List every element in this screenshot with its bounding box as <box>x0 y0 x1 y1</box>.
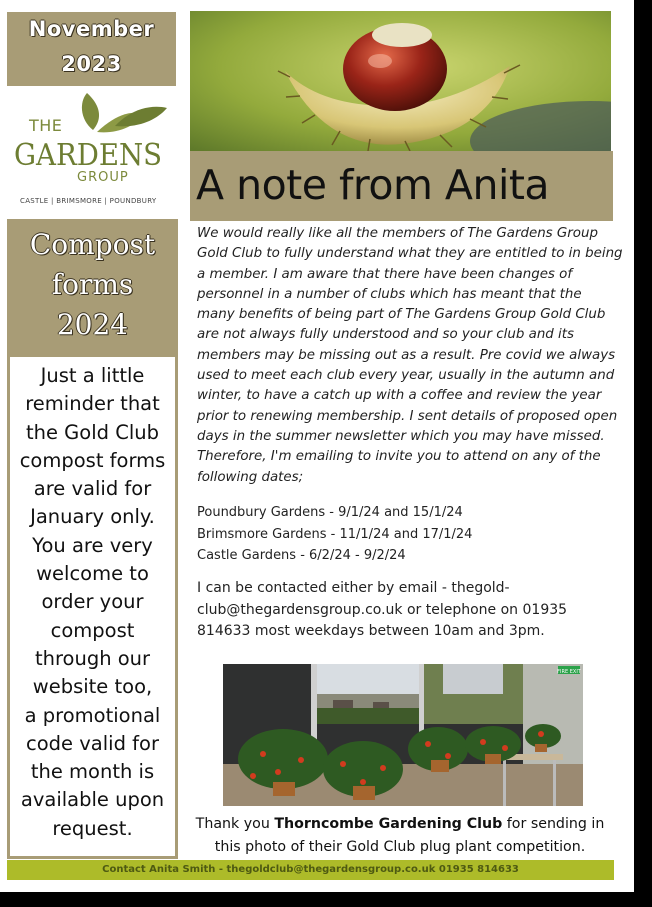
photo-caption <box>186 813 614 859</box>
reminder-line: the Gold Club <box>25 420 159 444</box>
paragraph-line: members may be missing out as a result. Pre covid we always <box>197 347 616 363</box>
reminder-line: a promotional <box>24 703 161 727</box>
date-year: 2023 <box>61 52 122 76</box>
paragraph-line: used to meet each club every year, usually in the autumn and <box>197 368 615 384</box>
conker-hero-image <box>190 11 611 151</box>
reminder-line: compost forms <box>19 448 166 472</box>
compost-forms-title <box>7 225 178 345</box>
caption-line-1 <box>186 813 614 836</box>
date-month: November <box>28 17 155 41</box>
paragraph-line: We would really like all the members of The Gardens Group <box>197 226 598 241</box>
reminder-line: code valid for <box>26 731 159 755</box>
date-item-brimsmore: Brimsmore Gardens - 11/1/24 and 17/1/24 <box>197 526 473 542</box>
paragraph-line: winter, to have a catch up with a coffee and review the year <box>197 388 602 404</box>
logo-gardens: GARDENS <box>14 138 163 173</box>
compost-title-line: 2024 <box>56 308 129 341</box>
conker-illustration <box>190 11 611 151</box>
contact-line: club@thegardensgroup.co.uk or telephone on 01935 <box>197 601 568 618</box>
paragraph-line: Therefore, I'm emailing to invite you to attend on any of the <box>197 449 601 465</box>
contact-footer: Contact Anita Smith - thegoldclub@thegardensgroup.co.uk 01935 814633 <box>7 860 614 880</box>
paragraph-line: prior to renewing membership. I sent details of proposed open <box>197 408 618 424</box>
note-paragraph <box>197 224 623 488</box>
contact-line: I can be contacted either by email - thegold- <box>197 580 510 596</box>
paragraph-line: many benefits of being part of The Gardens Group Gold Club <box>197 307 606 323</box>
plant-competition-illustration <box>223 664 583 806</box>
logo-locations: CASTLE | BRIMSMORE | POUNDBURY <box>20 197 157 205</box>
reminder-line: reminder that <box>25 392 160 416</box>
reminder-line: compost <box>50 618 135 642</box>
reminder-line: You are very <box>32 533 153 557</box>
compost-reminder-panel <box>10 357 175 856</box>
plug-plant-photo <box>223 664 583 806</box>
reminder-line: are valid for <box>33 477 152 501</box>
paragraph-line: following dates; <box>197 469 304 485</box>
caption-suffix: for sending in <box>502 816 605 832</box>
reminder-line: request. <box>52 816 133 840</box>
contact-line: 814633 most weekdays between 10am and 3pm. <box>197 623 545 639</box>
reminder-line: order your <box>41 590 144 614</box>
date-banner <box>7 12 176 86</box>
paragraph-line: are not always fully understood and so your club and its <box>197 327 575 343</box>
logo-group: GROUP <box>77 170 129 185</box>
reminder-line: website too, <box>32 675 153 699</box>
page-edge-right <box>634 0 652 907</box>
reminder-line: Just a little <box>40 364 145 387</box>
paragraph-line: Gold Club to fully understand what they are entitled to in being <box>197 246 623 262</box>
caption-line-2: this photo of their Gold Club plug plant competition. <box>214 839 586 855</box>
contact-paragraph <box>197 578 617 643</box>
date-item-poundbury: Poundbury Gardens - 9/1/24 and 15/1/24 <box>197 505 463 520</box>
paragraph-line: personnel in a number of clubs which has meant that the <box>197 286 582 302</box>
reminder-line: available upon <box>20 788 165 812</box>
page-edge-bottom <box>0 892 652 907</box>
note-title-banner <box>190 151 613 221</box>
compost-reminder-text <box>10 362 175 843</box>
compost-forms-sidebar <box>7 219 178 859</box>
leaves-icon <box>75 90 175 140</box>
reminder-line: welcome to <box>36 562 149 586</box>
fire-exit-sign: FIRE EXIT <box>557 669 581 675</box>
compost-title-line: Compost <box>29 228 156 261</box>
reminder-line: the month is <box>30 760 155 784</box>
date-item-castle: Castle Gardens - 6/2/24 - 9/2/24 <box>197 548 406 563</box>
paragraph-line: a member. I am aware that there have been changes of <box>197 266 573 282</box>
note-heading: A note from Anita <box>196 161 550 209</box>
caption-prefix: Thank you <box>195 816 275 832</box>
open-day-dates <box>197 502 472 567</box>
logo-the: THE <box>29 116 63 135</box>
compost-title-line: forms <box>51 268 134 301</box>
gardens-group-logo <box>7 90 176 215</box>
caption-club-name: Thorncombe Gardening Club <box>274 816 503 832</box>
reminder-line: January only. <box>30 505 155 529</box>
paragraph-line: days in the summer newsletter which you may have missed. <box>197 428 605 444</box>
reminder-line: through our <box>34 646 151 670</box>
